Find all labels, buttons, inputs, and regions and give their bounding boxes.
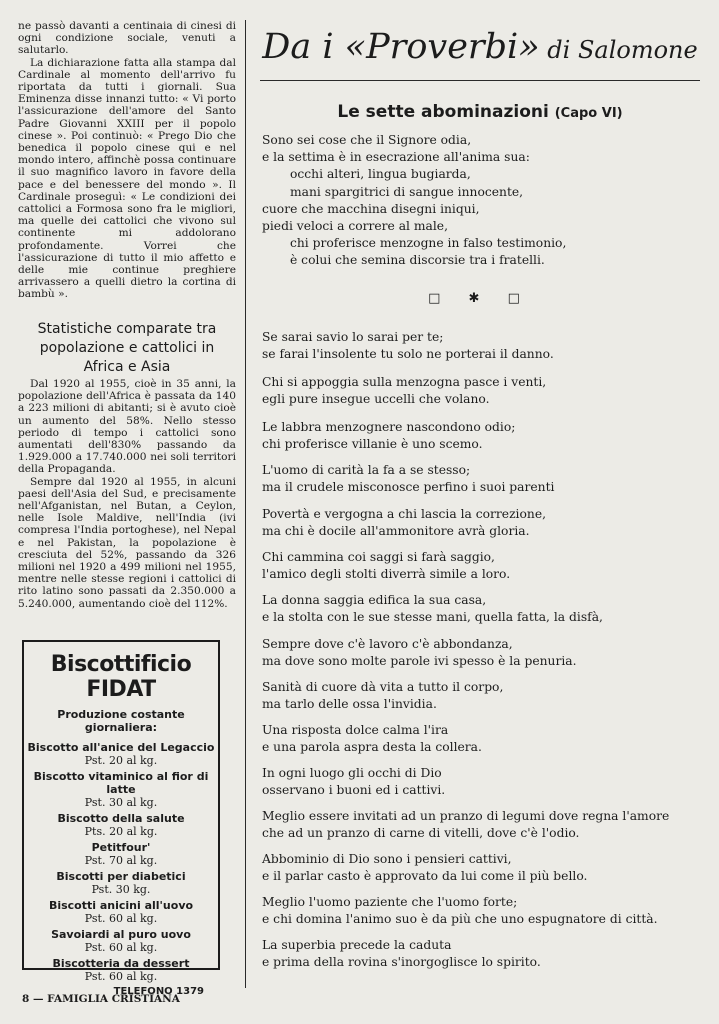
verse-line: piedi veloci a correre al male, [262, 219, 448, 234]
proverb [262, 636, 577, 670]
proverb [262, 937, 541, 971]
proverb-line: egli pure insegue uccelli che volano. [262, 392, 490, 407]
ad-item-name: Biscotto vitaminico al fior di latte [33, 770, 209, 796]
ad-item [24, 841, 218, 867]
verse-line: occhi alteri, lingua bugiarda, [290, 167, 471, 182]
proverb-line: L'uomo di carità la fa a se stesso; [262, 463, 471, 477]
proverb [262, 679, 503, 713]
proverb-line: Le labbra menzognere nascondono odio; [262, 420, 516, 434]
verse-line: e la settima è in esecrazione all'anima sua: [262, 150, 530, 165]
proverb-line: se farai l'insolente tu solo ne porterai il danno. [262, 347, 554, 362]
proverb-line: ma chi è docile all'ammonitore avrà gloria. [262, 524, 530, 539]
proverb-line: osservano i buoni ed i cattivi. [262, 783, 446, 798]
ad-item-price: Pst. 60 al kg. [84, 970, 158, 983]
proverb [262, 462, 554, 496]
ad-item-name: Savoiardi al puro uovo [51, 928, 191, 941]
ad-item-price: Pst. 60 al kg. [84, 941, 158, 954]
ad-item [24, 812, 218, 838]
statistics-title: Statistiche comparate tra popolazione e cattolici in Africa e Asia [37, 321, 217, 375]
proverb-line: Meglio essere invitati ad un pranzo di legumi dove regna l'amore [262, 809, 670, 823]
ad-item-price: Pst. 20 al kg. [84, 754, 158, 767]
proverb-line: Abbominio di Dio sono i pensieri cattivi, [262, 852, 512, 866]
page-header [260, 18, 700, 81]
proverb [262, 419, 515, 453]
proverb [262, 374, 546, 408]
ad-item-name: Biscotto della salute [57, 812, 185, 825]
verse-line: chi proferisce menzogne in falso testimonio, [290, 236, 567, 251]
page-title [260, 18, 700, 79]
ad-item-price: Pts. 20 al kg. [84, 825, 158, 838]
page-title-main: Da i «Proverbi» [262, 27, 540, 67]
proverb-line: ma dove sono molte parole ivi spesso è la penuria. [262, 654, 577, 669]
column-divider [245, 20, 246, 988]
statistics-paragraph: Sempre dal 1920 al 1955, in alcuni paesi dell'Asia del Sud, e precisamente nell'Afganistan, nel Butan, a Ceylon, nelle Isole Maldive, nell'India (ivi compresa l'India portoghese), nel Nepal e nel Pakistan, la popolazione è cresciuta del 52%, passando da 326 milioni nel 1920 a 499 milioni nel 1955, mentre nelle stesse regioni i cattolici di rito latino sono passati da 2.350.000 a 5.240.000, aumentando cioè del 112%. [18, 475, 236, 610]
ad-item-price: Pst. 30 kg. [91, 883, 151, 896]
proverb-line: ma il crudele misconosce perfino i suoi parenti [262, 480, 555, 495]
statistics-article [18, 378, 236, 610]
proverb-line: Meglio l'uomo paziente che l'uomo forte; [262, 895, 518, 909]
ad-item-price: Pst. 60 al kg. [84, 912, 158, 925]
proverb [262, 894, 658, 928]
section-title [260, 102, 700, 122]
proverb [262, 765, 445, 799]
page-footer: 8 — FAMIGLIA CRISTIANA [22, 993, 180, 1005]
proverb-line: l'amico degli stolti diverrà simile a loro. [262, 567, 511, 582]
proverb-line: e prima della rovina s'inorgoglisce lo spirito. [262, 955, 541, 970]
proverb [262, 592, 603, 626]
proverb-line: La donna saggia edifica la sua casa, [262, 593, 487, 607]
proverb-line: che ad un pranzo di carne di vitelli, dove c'è l'odio. [262, 826, 580, 841]
ad-item [24, 870, 218, 896]
verse-line: è colui che semina discorsie tra i fratelli. [290, 253, 545, 268]
proverb-line: Sempre dove c'è lavoro c'è abbondanza, [262, 637, 513, 651]
statistics-paragraph: Dal 1920 al 1955, cioè in 35 anni, la popolazione dell'Africa è passata da 140 a 223 milioni di abitanti; si è avuto cioè un aumento del 58%. Nello stesso periodo di tempo i cattolici sono aumentati dell'830% passando da 1.929.000 a 17.740.000 nei soli territori della Propaganda. [18, 378, 236, 476]
proverb [262, 506, 546, 540]
ad-phone: TELEFONO 1379 [113, 986, 204, 997]
verse-line: mani spargitrici di sangue innocente, [290, 184, 524, 199]
verse-line: cuore che macchina disegni iniqui, [262, 201, 480, 216]
ad-item-name: Biscotti per diabetici [56, 870, 186, 883]
proverb-line: La superbia precede la caduta [262, 938, 452, 952]
ad-item [24, 957, 218, 983]
abominations-verses [262, 132, 566, 270]
ad-item-price: Pst. 30 al kg. [84, 796, 158, 809]
proverb-line: Povertà e vergogna a chi lascia la correzione, [262, 507, 546, 521]
section-title-text: Le sette abominazioni [337, 102, 549, 122]
proverb-line: e chi domina l'animo suo è da più che uno espugnatore di città. [262, 912, 658, 927]
ad-item-name: Petitfour' [91, 841, 151, 854]
proverb-line: Chi cammina coi saggi si farà saggio, [262, 550, 495, 564]
ad-subtitle: Produzione costante giornaliera: [57, 708, 185, 734]
intro-article [18, 20, 236, 301]
ad-item [24, 770, 218, 809]
proverb-line: Sanità di cuore dà vita a tutto il corpo, [262, 680, 504, 694]
proverb-line: ma tarlo delle ossa l'invidia. [262, 697, 437, 712]
verse-line: Sono sei cose che il Signore odia, [262, 133, 472, 147]
ad-title: Biscottificio FIDAT [50, 652, 192, 702]
ad-item [24, 899, 218, 925]
ad-item [24, 928, 218, 954]
section-chapter: (Capo VI) [554, 106, 623, 121]
intro-paragraph: La dichiarazione fatta alla stampa dal Cardinale al momento dell'arrivo fu riportata da tutti i giornali. Sua Eminenza disse innanzi tutto: « Vi porto l'assicurazione dell'amore del Santo Padre Giovanni XXIII per il popolo cinese ». Poi continuò: « Prego Dio che benedica il popolo cinese qui e nel mondo intero, affinchè possa continuare il suo magnifico lavoro in favore della pace e del benessere del mondo ». Il Cardinale proseguì: « Le condizioni dei cattolici a Formosa sono fra le migliori, ma quelle dei cattolici che vivono sul continente mi addolorano profondamente. Vorrei che l'assicurazione di tutto il mio affetto e delle mie continue preghiere arrivassero a quelli dietro la cortina di bambù ». [18, 56, 236, 301]
ad-item-name: Biscotto all'anice del Legaccio [27, 741, 215, 754]
proverb-line: chi proferisce villanie è uno scemo. [262, 437, 483, 452]
ad-item-name: Biscotti anicini all'uovo [48, 899, 194, 912]
proverb [262, 808, 669, 842]
page-title-sub: di Salomone [539, 36, 698, 64]
ad-item-name: Biscotteria da dessert [52, 957, 190, 970]
proverb [262, 722, 482, 756]
intro-paragraph: ne passò davanti a centinaia di cinesi di ogni condizione sociale, venuti a salutarlo. [18, 20, 236, 57]
proverb-line: Se sarai savio lo sarai per te; [262, 330, 444, 344]
ad-item [24, 741, 218, 767]
proverb-line: e il parlar casto è approvato da lui come il più bello. [262, 869, 588, 884]
proverb [262, 549, 510, 583]
proverb [262, 851, 587, 885]
biscuit-advertisement [22, 640, 220, 997]
ornament-divider: □ ✱ □ [428, 291, 532, 306]
proverb-line: In ogni luogo gli occhi di Dio [262, 766, 442, 780]
ad-item-price: Pst. 70 al kg. [84, 854, 158, 867]
proverb-line: e una parola aspra desta la collera. [262, 740, 482, 755]
proverb [262, 329, 554, 363]
proverb-line: Chi si appoggia sulla menzogna pasce i venti, [262, 375, 547, 389]
proverb-line: e la stolta con le sue stesse mani, quella fatta, la disfà, [262, 610, 603, 625]
proverb-line: Una risposta dolce calma l'ira [262, 723, 449, 737]
